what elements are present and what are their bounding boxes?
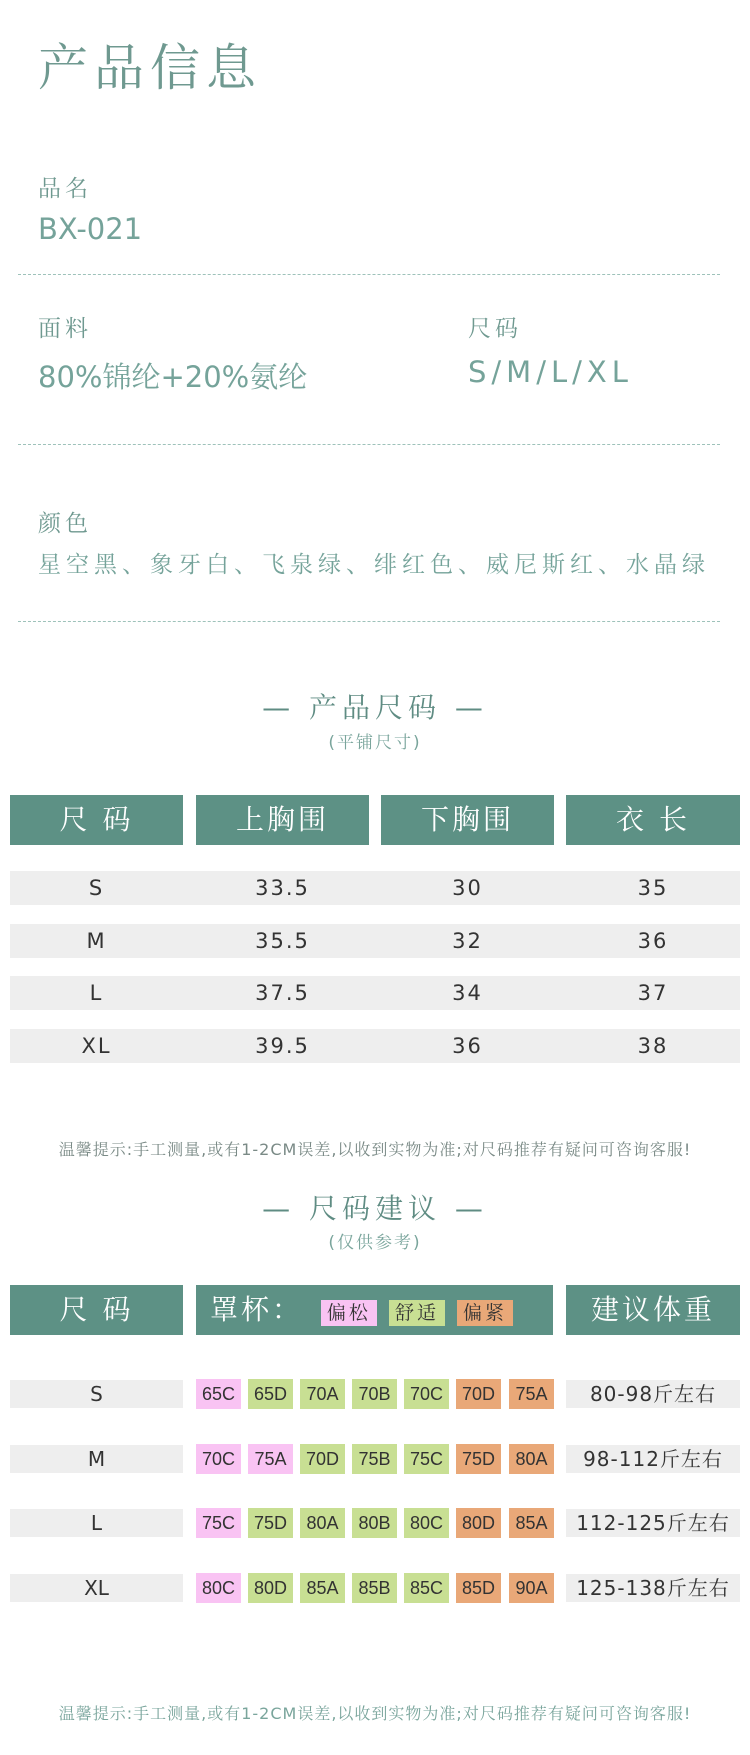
recommend-weight: 112-125斤左右 [566,1509,740,1537]
table-cell: 36 [452,1034,483,1058]
divider [18,274,720,275]
table-cell: 32 [452,929,483,953]
cup-cell: 70C [404,1379,449,1409]
table-cell: L [89,981,104,1005]
table-cell: 37.5 [255,981,310,1005]
cup-cell: 70C [196,1444,241,1474]
fabric-value: 80%锦纶+20%氨纶 [38,360,308,394]
size-table-header: 上胸围 [196,795,369,845]
cup-cell: 80A [509,1444,554,1474]
recommend-weight: 80-98斤左右 [566,1380,740,1408]
recommend-tip: 温馨提示:手工测量,或有1-2CM误差,以收到实物为准;对尺码推荐有疑问可咨询客服! [58,1704,692,1723]
cup-cell: 70B [352,1379,397,1409]
cup-cell: 80D [456,1508,501,1538]
size-label: 尺码 [468,316,522,342]
cup-cell: 85A [300,1573,345,1603]
cup-cell: 80B [352,1508,397,1538]
size-table-subtitle: (平铺尺寸) [328,733,422,753]
cup-cell: 75D [248,1508,293,1538]
divider [18,621,720,622]
cup-cell: 65D [248,1379,293,1409]
table-cell: 33.5 [255,876,310,900]
cup-cell: 80C [404,1508,449,1538]
cup-cell: 85A [509,1508,554,1538]
recommend-subtitle: (仅供参考) [328,1233,422,1253]
table-cell: 38 [637,1034,669,1058]
size-table-header: 下胸围 [381,795,554,845]
recommend-size: S [90,1382,103,1406]
cup-cell: 75A [248,1444,293,1474]
legend-item: 偏紧 [457,1300,513,1326]
table-cell: XL [81,1034,112,1058]
size-value: S/M/L/XL [468,355,633,389]
table-cell: 37 [637,981,669,1005]
color-label: 颜色 [38,511,92,537]
size-table-header: 尺 码 [10,795,183,845]
table-cell: 35 [637,876,669,900]
cup-cell: 75B [352,1444,397,1474]
cup-cell: 70D [300,1444,345,1474]
cup-cell: 65C [196,1379,241,1409]
color-value: 星空黑、象牙白、飞泉绿、绯红色、威尼斯红、水晶绿 [38,552,710,578]
page-title: 产品信息 [38,39,262,97]
cup-cell: 70D [456,1379,501,1409]
cup-cell: 80C [196,1573,241,1603]
cup-cell: 75A [509,1379,554,1409]
table-cell: 39.5 [255,1034,310,1058]
cup-cell: 85C [404,1573,449,1603]
size-tip: 温馨提示:手工测量,或有1-2CM误差,以收到实物为准;对尺码推荐有疑问可咨询客服! [58,1140,692,1159]
recommend-weight: 125-138斤左右 [566,1574,740,1602]
table-cell: S [88,876,105,900]
cup-cell: 90A [509,1573,554,1603]
table-cell: 35.5 [255,929,310,953]
cup-legend [315,1293,513,1326]
recommend-size: M [87,1447,106,1471]
table-cell: 34 [452,981,483,1005]
recommend-size: XL [84,1576,109,1600]
recommend-header-weight: 建议体重 [566,1285,740,1335]
table-cell: 36 [637,929,669,953]
size-table-header: 衣 长 [566,795,740,845]
table-cell: M [86,929,107,953]
legend-item: 舒适 [389,1300,445,1326]
recommend-weight: 98-112斤左右 [566,1445,740,1473]
cup-cell: 85B [352,1573,397,1603]
fabric-label: 面料 [38,316,92,342]
recommend-title: — 尺码建议 — [262,1192,488,1225]
cup-cell: 70A [300,1379,345,1409]
cup-cell: 80D [248,1573,293,1603]
cup-cell: 75C [404,1444,449,1474]
cup-header-label: 罩杯： [210,1293,304,1326]
recommend-header-cup [196,1285,553,1335]
cup-cell: 75D [456,1444,501,1474]
table-cell: 30 [452,876,483,900]
legend-item: 偏松 [321,1300,377,1326]
recommend-header-size: 尺 码 [10,1285,183,1335]
cup-cell: 80A [300,1508,345,1538]
name-label: 品名 [38,176,92,202]
size-table-title: — 产品尺码 — [262,691,488,724]
cup-cell: 75C [196,1508,241,1538]
recommend-size: L [90,1511,103,1535]
divider [18,444,720,445]
name-value: BX-021 [38,212,143,246]
cup-cell: 85D [456,1573,501,1603]
